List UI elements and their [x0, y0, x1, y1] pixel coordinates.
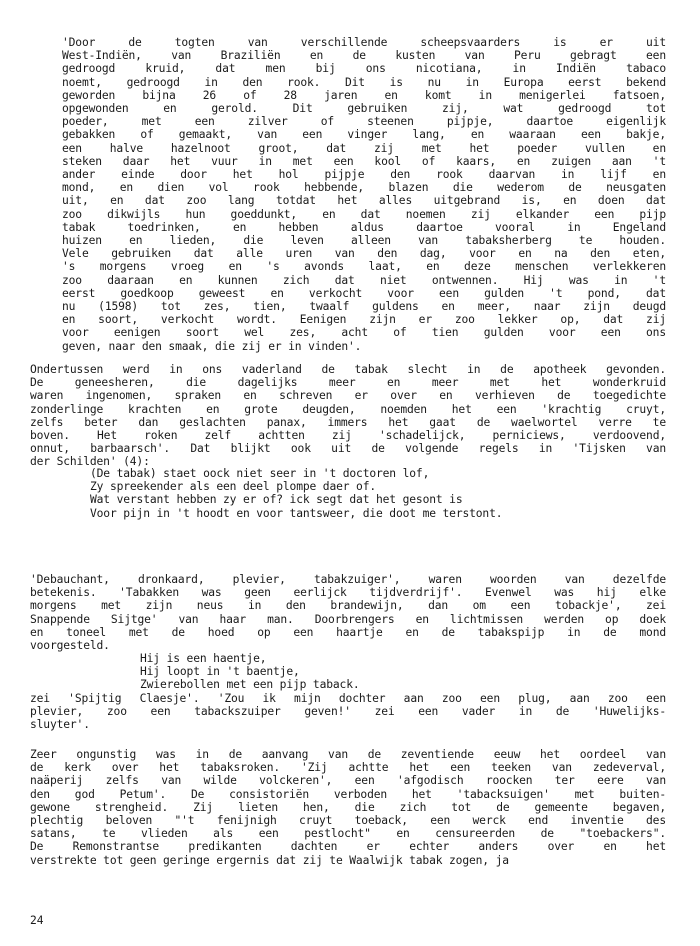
quote-line: ander einde door het hol pijpje den rook daarvan in lijf en: [62, 168, 666, 181]
paragraph-5-line: plechtig beloven "'t fenijnigh cruyt toeback, een werck end inventie des: [30, 814, 666, 827]
paragraph-2-line: Ondertussen werd in ons vaderland de tabak slecht in de apotheek gevonden.: [30, 363, 666, 376]
quote-line: Vele gebruiken dat alle uren van den dag, voor en na den eten,: [62, 247, 666, 261]
verse-1-line: Wat verstant hebben zy er of? ick segt dat het gesont is: [90, 493, 463, 507]
quote-line: noemt, gedroogd in den rook. Dit is nu in Europa eerst bekend: [62, 75, 666, 89]
verse-2-line: Hij is een haentje,: [140, 652, 267, 665]
paragraph-3-line: 'Debauchant, dronkaard, plevier, tabakzuiger', waren woorden van dezelfde: [30, 573, 666, 586]
paragraph-3-line: voorgesteld.: [30, 639, 110, 652]
paragraph-3-line: en toneel met de hoed op een haartje en de tabakspijp in de mond: [30, 625, 666, 639]
quote-line: voor eenigen soort wel zes, acht of tien gulden voor een ons: [62, 326, 666, 340]
paragraph-3-line: Snappende Sijtge' van haar man. Doorbrengers en lichtmissen werden op doek: [30, 612, 666, 626]
quote-line: West-Indiën, van Braziliën en de kusten van Peru gebragt een: [62, 49, 666, 63]
quote-line: opgewonden en gerold. Dit gebruiken zij, wat gedroogd tot: [62, 102, 666, 115]
paragraph-5-line: satans, te vlieden als een pestlocht" en censureerden de "toebackers".: [30, 827, 666, 841]
paragraph-2-line: zonderlinge krachten en grote deugden, noemden het een 'krachtig cruyt,: [30, 402, 666, 416]
quote-line: een halve hazelnoot groot, dat zij met het poeder vullen en: [62, 141, 666, 155]
quote-line: zoo daaraan en kunnen zich dat niet ontwennen. Hij was in 't: [62, 273, 666, 287]
quote-line: nu (1598) tot zes, tien, twaalf guldens en meer, naar zijn deugd: [62, 300, 666, 313]
paragraph-2-line: waren ingenomen, spraken en schreven er over en verhieven de toegedichte: [30, 389, 666, 403]
quote-line: gedroogd kruid, dat men bij ons nicotiana, in Indiën tabaco: [62, 62, 666, 76]
quote-line: huizen en lieden, die leven alleen van tabaksherberg te houden.: [62, 234, 666, 247]
paragraph-5-line: verstrekte tot geen geringe ergernis dat zij te Waalwijk tabak zogen, ja: [30, 853, 509, 867]
paragraph-5-line: de kerk over het tabaksroken. 'Zij achtte het een teeken van zedeverval,: [30, 761, 666, 775]
quote-line: geven, naar den smaak, die zij er in vinden'.: [62, 339, 362, 353]
paragraph-4-line: zei 'Spijtig Claesje'. 'Zou ik mijn dochter aan zoo een plug, aan zoo een: [30, 692, 666, 705]
verse-1-line: Voor pijn in 't hoodt en voor tantsweer, die doot me terstont.: [90, 506, 503, 520]
quote-line: 's morgens vroeg en 's avonds laat, en deze menschen verlekkeren: [62, 260, 666, 274]
paragraph-2-line: der Schilden' (4):: [30, 455, 150, 469]
quote-line: eerst goedkoop geweest en verkocht voor een gulden 't pond, dat: [62, 286, 666, 300]
paragraph-3-line: betekenis. 'Tabakken was geen eerlijck tijdverdrijf'. Evenwel was hij elke: [30, 586, 666, 600]
quote-line: gebakken of gemaakt, van een vinger lang, en waaraan een bakje,: [62, 128, 666, 142]
paragraph-5-line: den god Petum'. De consistoriën verboden het 'tabacksuigen' met buiten-: [30, 787, 666, 801]
quote-line: tabak toedrinken, en hebben aldus daartoe vooral in Engeland: [62, 220, 666, 234]
paragraph-2-line: De geneesheren, die dagelijks meer en meer met het wonderkruid: [30, 376, 666, 390]
quote-line: en soort, verkocht wordt. Eenigen zijn er zoo lekker op, dat zij: [62, 313, 666, 327]
quote-line: steken daar het vuur in met een kool of kaars, en zuigen aan 't: [62, 154, 666, 168]
verse-2-line: Zwierebollen met een pijp taback.: [140, 678, 360, 692]
quote-line: 'Door de togten van verschillende scheepsvaarders is er uit: [62, 36, 666, 49]
paragraph-5-line: gewone strengheid. Zij lieten hen, die zich tot de gemeente begaven,: [30, 800, 666, 814]
paragraph-2-line: zelfs beter dan geslachten panax, immers het gaat de waelwortel verre te: [30, 415, 666, 429]
paragraph-2-line: onnut, barbaarsch'. Dat blijkt ook uit de volgende regels in 'Tijsken van: [30, 442, 666, 456]
paragraph-5-line: Zeer ongunstig was in de aanvang van de zeventiende eeuw het oordeel van: [30, 748, 666, 761]
quote-line: mond, en dien vol rook hebbende, blazen die wederom de neusgaten: [62, 181, 666, 195]
verse-1-line: Zy spreekender als een deel plompe daer of.: [90, 480, 377, 494]
quote-line: uit, en dat zoo lang totdat het alles uitgebrand is, en doen dat: [62, 194, 666, 208]
paragraph-5-line: naäperij zelfs van wilde volckeren', een 'afgodisch roocken ter eere van: [30, 774, 666, 788]
page-number: 24: [30, 914, 44, 927]
verse-2-line: Hij loopt in 't baentje,: [140, 665, 300, 679]
quote-line: geworden bijna 26 of 28 jaren en komt in menigerlei fatsoen,: [62, 88, 666, 102]
quote-line: poeder, met een zilver of steenen pijpje, daartoe eigenlijk: [62, 115, 666, 129]
paragraph-5-line: De Remonstrantse predikanten dachten er echter anders over en het: [30, 840, 666, 854]
quote-line: zoo dikwijls hun goeddunkt, en dat noemen zij elkander een pijp: [62, 207, 666, 221]
verse-1-line: (De tabak) staet oock niet seer in 't doctoren lof,: [90, 467, 430, 480]
paragraph-4-line: sluyter'.: [30, 718, 90, 732]
paragraph-4-line: plevier, zoo een tabackszuiper geven!' zei een vader in de 'Huwelijks-: [30, 705, 666, 719]
paragraph-3-line: morgens met zijn neus in den brandewijn, dan om een tobackje', zei: [30, 599, 666, 613]
paragraph-2-line: boven. Het roken zelf achtten zij 'schadelijck, perniciews, verdoovend,: [30, 429, 666, 442]
